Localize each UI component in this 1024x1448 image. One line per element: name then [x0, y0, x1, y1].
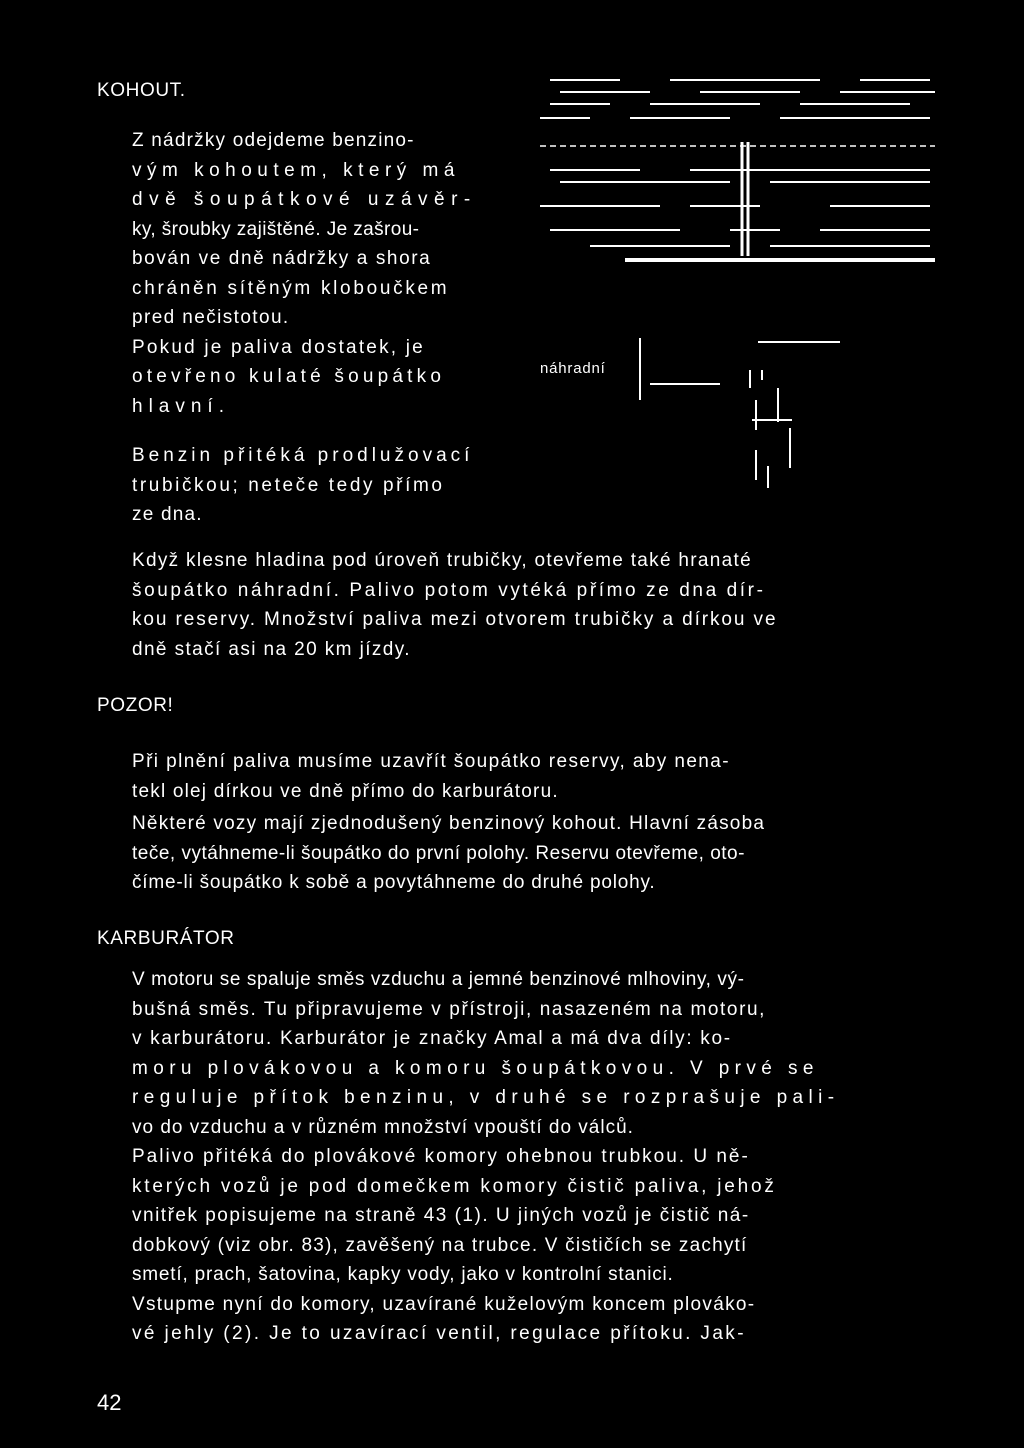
diagram-label-nahradni: náhradní: [540, 360, 606, 377]
text-line: pred nečistotou.: [132, 307, 290, 328]
paragraph-intro: [132, 126, 532, 421]
heading-karburator: KARBURÁTOR: [97, 928, 235, 949]
fuel-tap-diagram: [530, 70, 950, 490]
text-line: Z nádržky odejdeme benzino-: [132, 130, 415, 151]
text-line: kou reservy. Množství paliva mezi otvorem trubičky a dírkou ve: [132, 609, 778, 630]
text-line: vo do vzduchu a v různém množství vpouští do válců.: [132, 1116, 634, 1138]
text-line: hlavní.: [132, 395, 230, 417]
text-line: bušná směs. Tu připravujeme v přístroji, nasazeném na motoru,: [132, 998, 767, 1020]
text-line: vé jehly (2). Je to uzavírací ventil, regulace přítoku. Jak-: [132, 1323, 746, 1344]
text-line: kterých vozů je pod domečkem komory čistič paliva, jehož: [132, 1175, 777, 1197]
text-line: otevřeno kulaté šoupátko: [132, 366, 446, 387]
text-line: vým kohoutem, který má: [132, 159, 460, 181]
text-line: dobkový (viz obr. 83), zavěšený na trubce. V čističích se zachytí: [132, 1234, 748, 1256]
heading-kohout: KOHOUT.: [97, 80, 186, 101]
paragraph-karburator: [132, 965, 952, 1349]
text-line: tekl olej dírkou ve dně přímo do karburátoru.: [132, 780, 559, 802]
paragraph-benzin: [132, 441, 532, 530]
text-line: Benzin přitéká prodlužovací: [132, 445, 474, 466]
page-number: 42: [97, 1390, 122, 1415]
text-line: teče, vytáhneme-li šoupátko do první polohy. Reservu otevřeme, oto-: [132, 842, 745, 864]
text-line: bován ve dně nádržky a shora: [132, 248, 432, 269]
paragraph-pri-plneni: [132, 747, 952, 806]
text-line: moru plovákovou a komoru šoupátkovou. V prvé se: [132, 1057, 819, 1079]
text-line: dně stačí asi na 20 km jízdy.: [132, 638, 411, 660]
text-line: reguluje přítok benzinu, v druhé se rozprašuje pali-: [132, 1087, 840, 1108]
text-line: dvě šoupátkové uzávěr-: [132, 189, 477, 210]
paragraph-klesne: [132, 546, 952, 664]
text-line: Když klesne hladina pod úroveň trubičky, otevřeme také hranaté: [132, 550, 752, 571]
text-line: šoupátko náhradní. Palivo potom vytéká přímo ze dna dír-: [132, 579, 766, 601]
text-line: Při plnění paliva musíme uzavřít šoupátko reservy, aby nena-: [132, 751, 730, 772]
text-line: smetí, prach, šatovina, kapky vody, jako v kontrolní stanici.: [132, 1264, 674, 1285]
text-line: Palivo přitéká do plovákové komory ohebnou trubkou. U ně-: [132, 1146, 750, 1167]
text-line: Pokud je paliva dostatek, je: [132, 336, 425, 358]
text-line: Vstupme nyní do komory, uzavírané kuželovým koncem plováko-: [132, 1293, 756, 1315]
paragraph-nektere-vozy: [132, 809, 952, 898]
text-line: chráněn sítěným kloboučkem: [132, 277, 450, 299]
text-line: ze dna.: [132, 504, 203, 525]
text-line: číme-li šoupátko k sobě a povytáhneme do druhé polohy.: [132, 872, 656, 893]
heading-pozor: POZOR!: [97, 695, 174, 716]
text-line: trubičkou; neteče tedy přímo: [132, 474, 445, 496]
text-line: Některé vozy mají zjednodušený benzinový kohout. Hlavní zásoba: [132, 813, 766, 834]
text-line: v karburátoru. Karburátor je značky Amal a má dva díly: ko-: [132, 1028, 732, 1049]
text-line: vnitřek popisujeme na straně 43 (1). U jiných vozů je čistič ná-: [132, 1205, 750, 1226]
text-line: ky, šroubky zajištěné. Je zašrou-: [132, 218, 420, 240]
text-line: V motoru se spaluje směs vzduchu a jemné benzinové mlhoviny, vý-: [132, 969, 745, 990]
